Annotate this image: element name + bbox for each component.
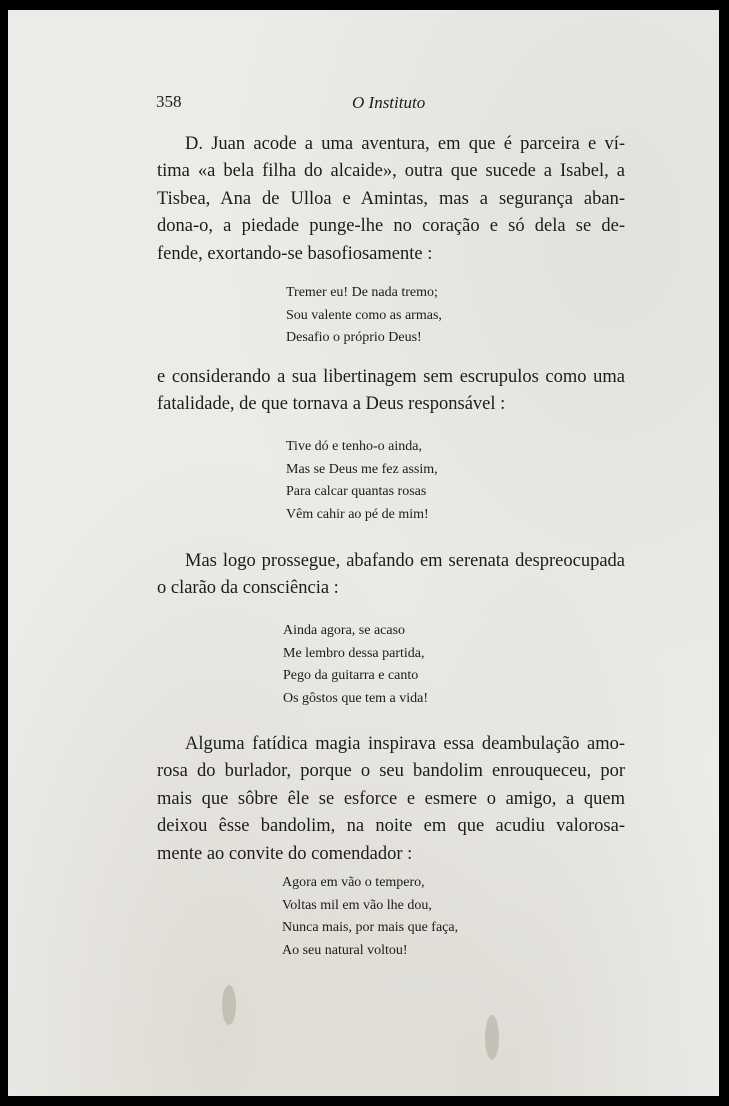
paragraph-1 [157, 131, 625, 268]
text-line: fende, exortando-se basofiosamente : [157, 243, 433, 264]
text-line: Alguma fatídica magia inspirava essa deambulação amo- [185, 734, 625, 754]
text-line: D. Juan acode a uma aventura, em que é parceira e ví- [185, 134, 625, 154]
verse-line: Ainda agora, se acaso [283, 623, 406, 638]
verse-line: Pego da guitarra e canto [283, 668, 419, 683]
verse-line: Sou valente como as armas, [286, 307, 442, 323]
paper-stain [222, 985, 236, 1025]
text-line: dona-o, a piedade punge-lhe no coração e só dela se de- [157, 216, 625, 237]
text-line: fatalidade, de que tornava a Deus responsável : [157, 394, 506, 415]
verse-3 [283, 620, 428, 710]
text-line: tima «a bela filha do alcaide», outra que sucede a Isabel, a [157, 161, 625, 182]
verse-line: Me lembro dessa partida, [283, 645, 425, 661]
verse-line: Desafio o próprio Deus! [286, 330, 422, 345]
paper-stain [485, 1015, 499, 1060]
verse-line: Tremer eu! De nada tremo; [286, 285, 438, 300]
page-number: 358 [156, 92, 182, 111]
verse-line: Vêm cahir ao pé de mim! [286, 506, 429, 522]
verse-line: Nunca mais, por mais que faça, [282, 920, 459, 935]
text-line: rosa do burlador, porque o seu bandolim enrouqueceu, por [157, 761, 625, 782]
verse-1 [286, 282, 442, 350]
verse-line: Mas se Deus me fez assim, [286, 461, 438, 477]
text-line: o clarão da consciência : [157, 578, 339, 599]
verse-line: Ao seu natural voltou! [282, 942, 408, 958]
paragraph-4 [157, 731, 625, 868]
verse-4 [282, 872, 458, 962]
verse-line: Agora em vão o tempero, [282, 875, 425, 890]
verse-line: Para calcar quantas rosas [286, 484, 427, 499]
text-line: mais que sôbre êle se esforce e esmere o amigo, a quem [157, 788, 625, 809]
paragraph-2 [157, 364, 625, 419]
text-line: mente ao convite do comendador : [157, 843, 413, 864]
text-line: Mas logo prossegue, abafando em serenata despreocupada [185, 551, 625, 571]
verse-line: Voltas mil em vão lhe dou, [282, 897, 432, 913]
text-line: deixou êsse bandolim, na noite em que acudiu valorosa- [157, 816, 625, 837]
running-title: O Instituto [352, 93, 426, 112]
paragraph-3 [157, 548, 625, 603]
verse-line: Tive dó e tenho-o ainda, [286, 439, 422, 454]
text-line: e considerando a sua libertinagem sem escrupulos como uma [157, 367, 625, 387]
verse-line: Os gôstos que tem a vida! [283, 690, 429, 706]
text-line: Tisbea, Ana de Ulloa e Amintas, mas a segurança aban- [157, 188, 625, 209]
verse-2 [286, 436, 438, 526]
